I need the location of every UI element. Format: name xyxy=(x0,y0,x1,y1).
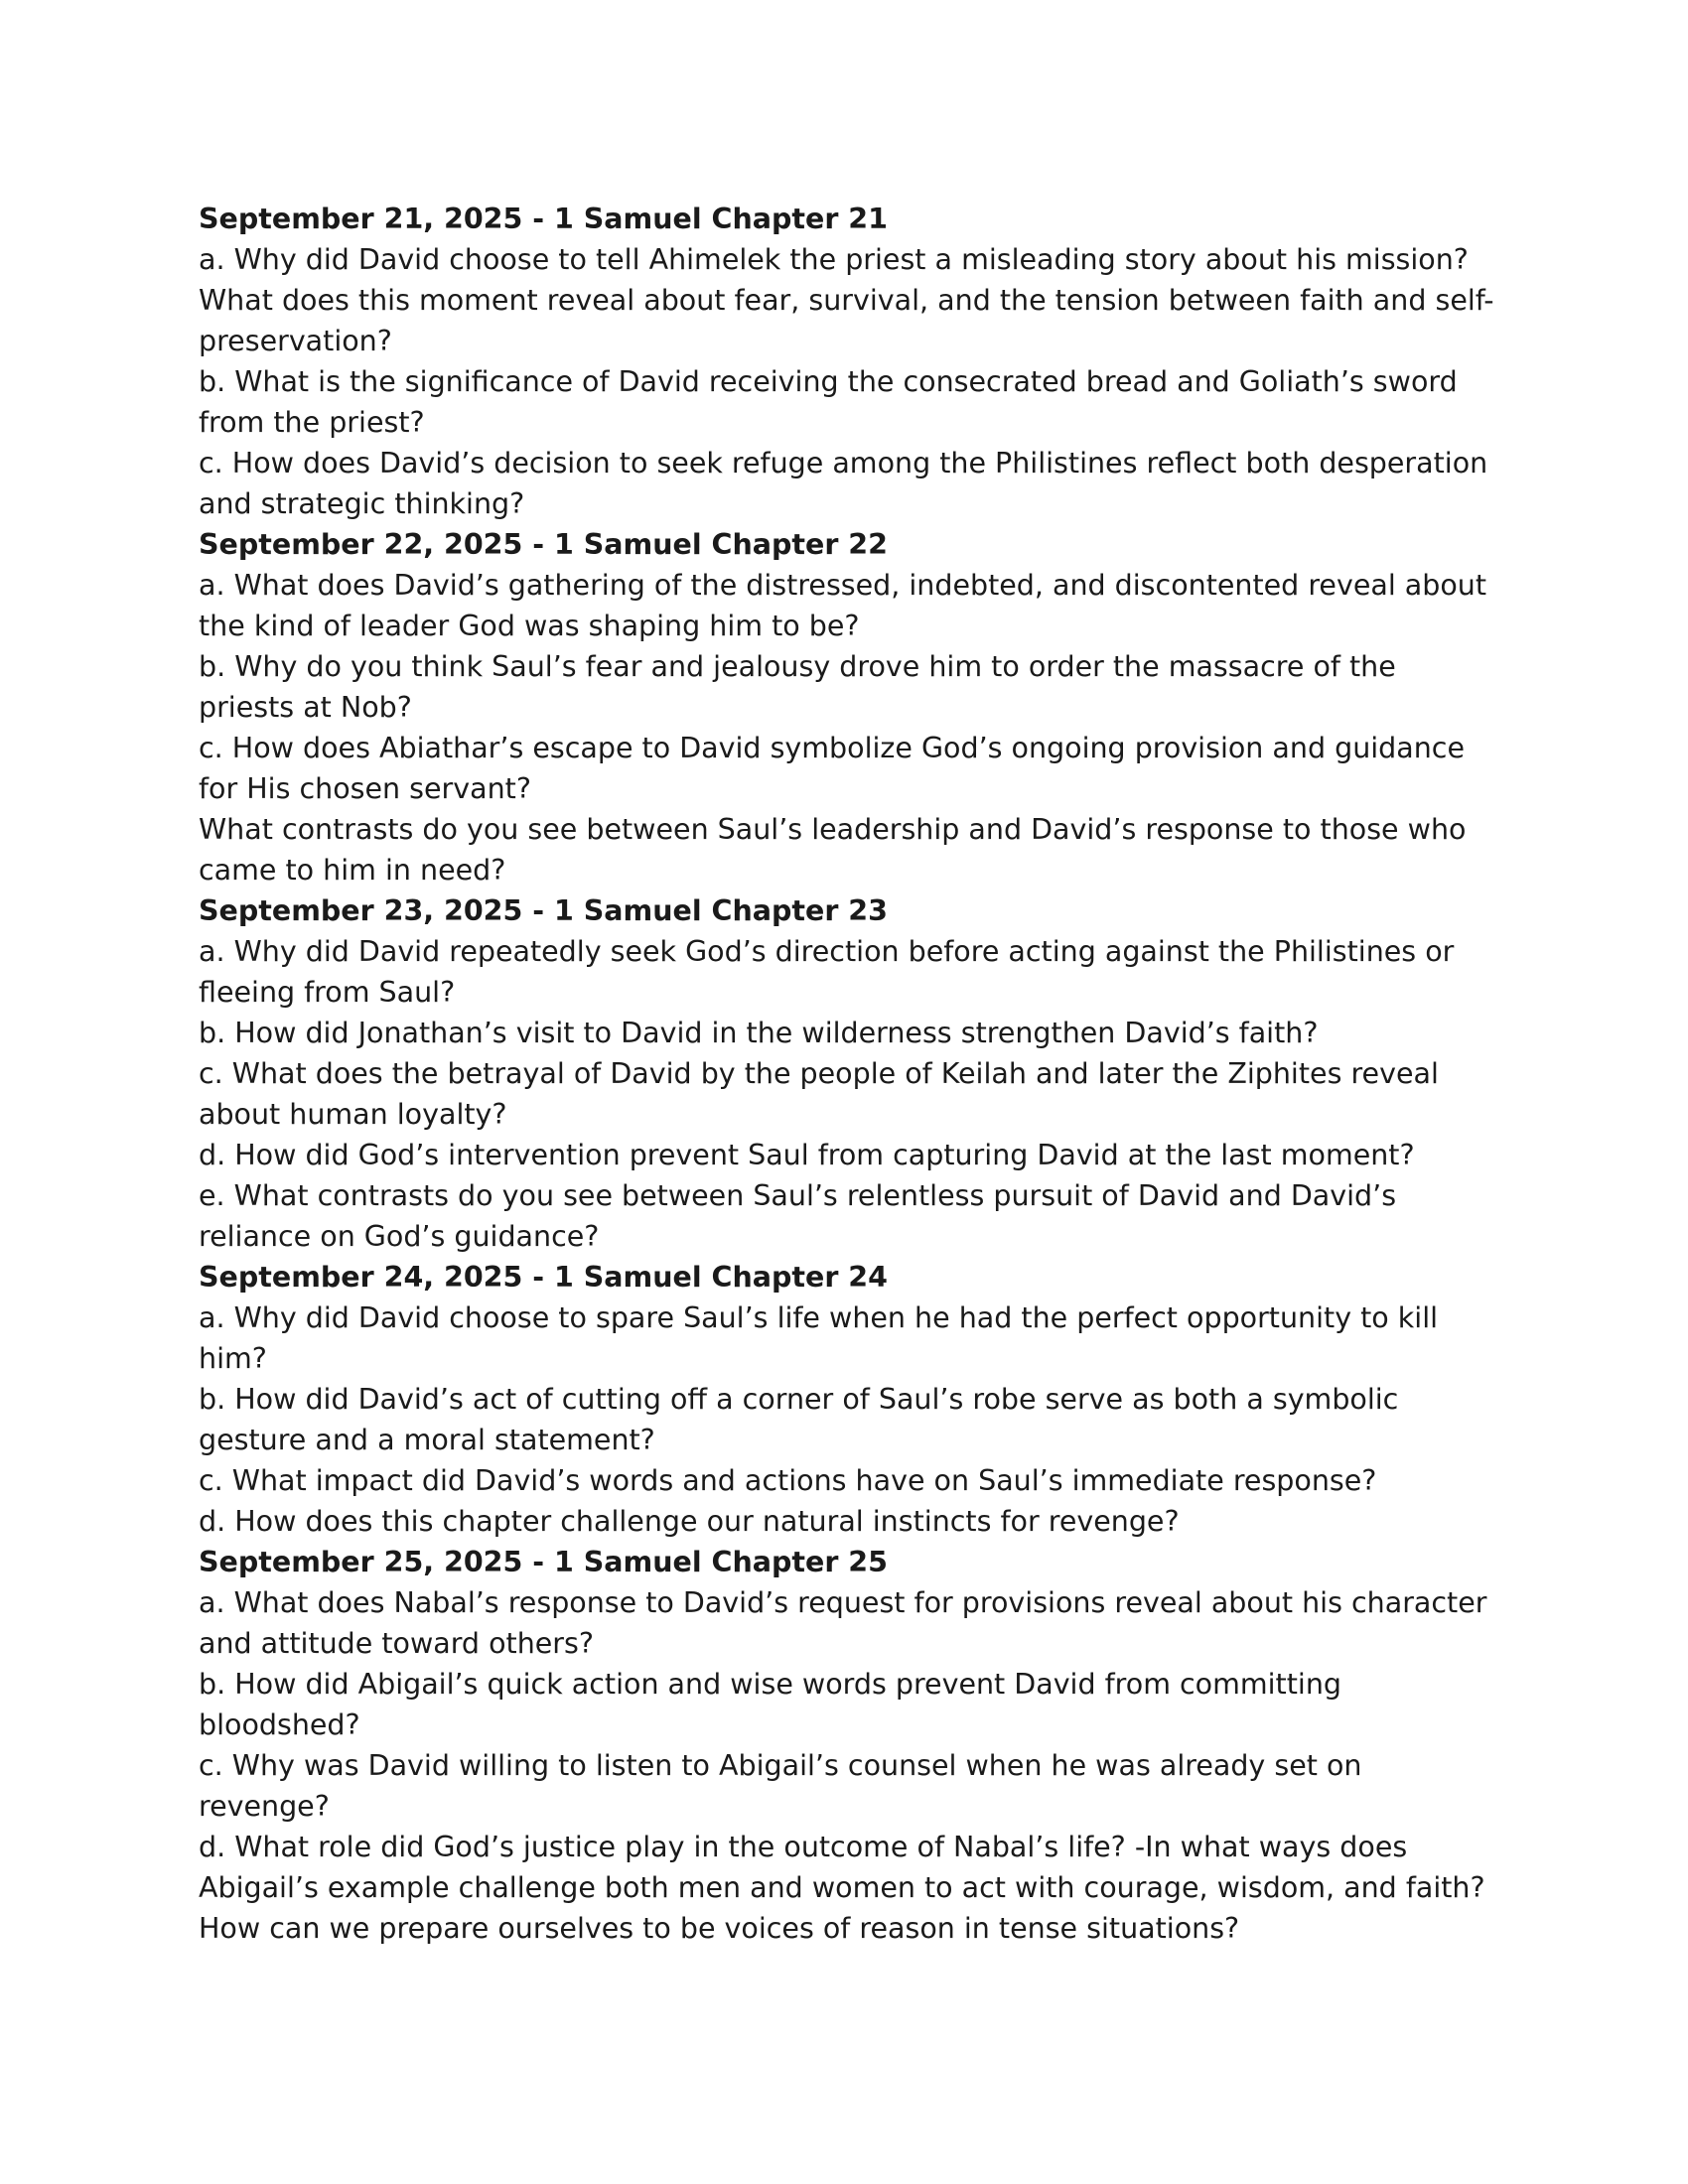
question-a: a. Why did David choose to spare Saul’s life when he had the perfect opportunity to kill him? xyxy=(199,1301,1439,1375)
question-d: d. How does this chapter challenge our natural instincts for revenge? xyxy=(199,1505,1180,1538)
question-c: c. How does Abiathar’s escape to David symbolize God’s ongoing provision and guidance for His chosen servant? xyxy=(199,732,1465,805)
question-a: a. Why did David choose to tell Ahimelek the priest a misleading story about his mission? What does this moment reveal about fear, survival, and the tension between faith and self-preservation? xyxy=(199,243,1494,357)
document-page xyxy=(199,199,1499,1949)
section-heading: September 21, 2025 - 1 Samuel Chapter 21 xyxy=(199,203,888,235)
question-a: a. What does Nabal’s response to David’s request for provisions reveal about his character and attitude toward others? xyxy=(199,1586,1487,1660)
question-d: d. How did God’s intervention prevent Saul from capturing David at the last moment? xyxy=(199,1139,1415,1171)
section-chapter-25 xyxy=(199,1542,1499,1949)
question-a: a. Why did David repeatedly seek God’s direction before acting against the Philistines or fleeing from Saul? xyxy=(199,935,1455,1009)
question-b: b. How did Jonathan’s visit to David in the wilderness strengthen David’s faith? xyxy=(199,1017,1319,1049)
question-d: d. What role did God’s justice play in the outcome of Nabal’s life? -In what ways does Abigail’s example challenge both men and women to act with courage, wisdom, and faith? How can we prepare ourselves to be voices of reason in tense situations? xyxy=(199,1831,1485,1945)
section-chapter-24 xyxy=(199,1257,1499,1542)
question-b: b. Why do you think Saul’s fear and jealousy drove him to order the massacre of the priests at Nob? xyxy=(199,650,1396,724)
section-chapter-22 xyxy=(199,524,1499,890)
question-c: c. How does David’s decision to seek refuge among the Philistines reflect both desperation and strategic thinking? xyxy=(199,447,1488,520)
section-chapter-21 xyxy=(199,199,1499,524)
question-c: c. What does the betrayal of David by the people of Keilah and later the Ziphites reveal about human loyalty? xyxy=(199,1057,1439,1131)
question-b: b. What is the significance of David receiving the consecrated bread and Goliath’s sword from the priest? xyxy=(199,365,1458,439)
question-c: c. Why was David willing to listen to Abigail’s counsel when he was already set on revenge? xyxy=(199,1749,1362,1823)
question-b: b. How did Abigail’s quick action and wise words prevent David from committing bloodshed? xyxy=(199,1668,1341,1741)
question-unlabeled: What contrasts do you see between Saul’s leadership and David’s response to those who came to him in need? xyxy=(199,813,1467,887)
section-heading: September 24, 2025 - 1 Samuel Chapter 24 xyxy=(199,1261,888,1294)
question-a: a. What does David’s gathering of the distressed, indebted, and discontented reveal about the kind of leader God was shaping him to be? xyxy=(199,569,1487,642)
section-heading: September 25, 2025 - 1 Samuel Chapter 25 xyxy=(199,1546,888,1578)
section-chapter-23 xyxy=(199,890,1499,1257)
question-b: b. How did David’s act of cutting off a corner of Saul’s robe serve as both a symbolic gesture and a moral statement? xyxy=(199,1383,1399,1456)
section-heading: September 22, 2025 - 1 Samuel Chapter 22 xyxy=(199,528,888,561)
question-e: e. What contrasts do you see between Saul’s relentless pursuit of David and David’s reliance on God’s guidance? xyxy=(199,1179,1397,1253)
question-c: c. What impact did David’s words and actions have on Saul’s immediate response? xyxy=(199,1464,1377,1497)
section-heading: September 23, 2025 - 1 Samuel Chapter 23 xyxy=(199,894,888,927)
